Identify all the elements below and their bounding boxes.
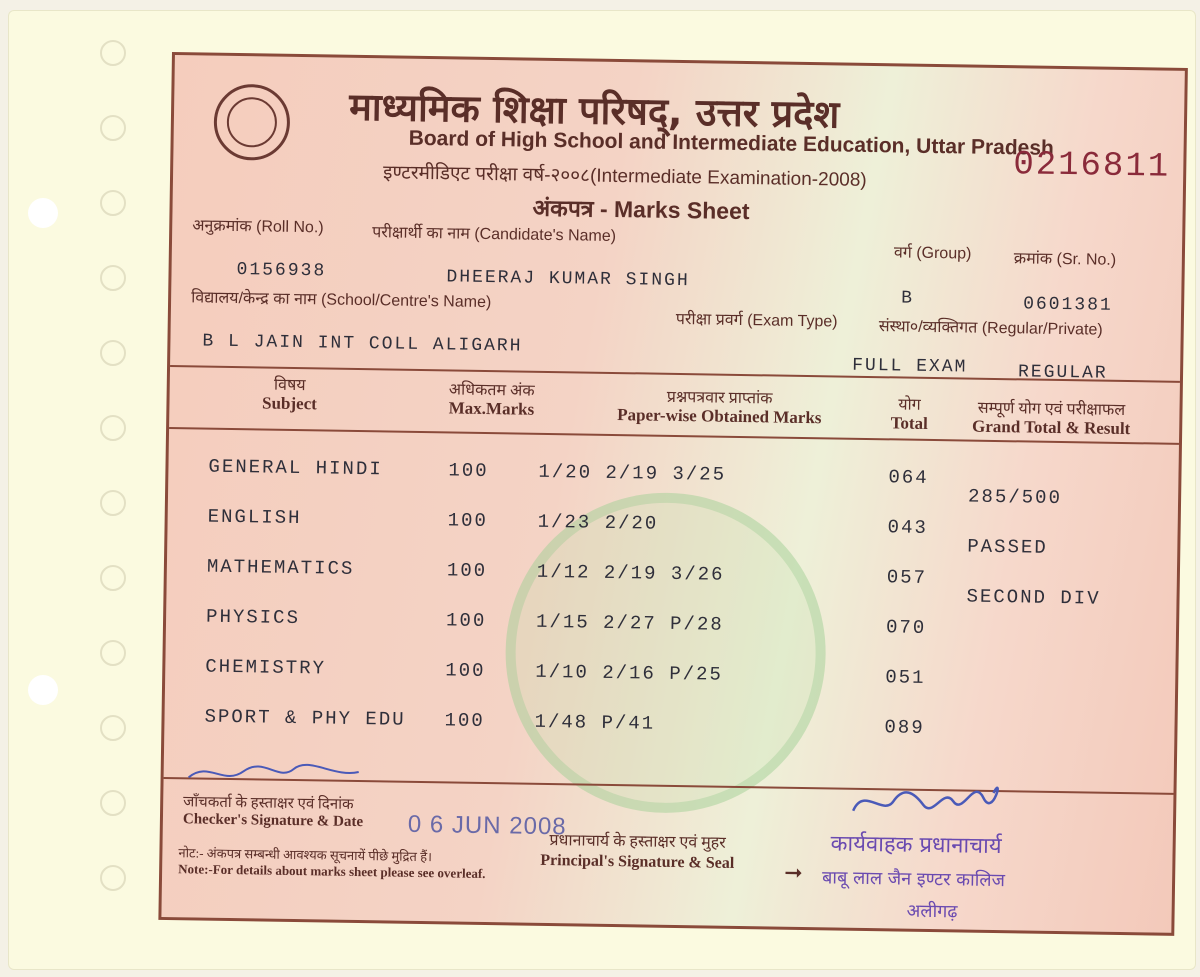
sleeve-hole [100, 790, 126, 816]
paper-marks: 1/15 2/27 P/28 [535, 610, 724, 636]
sleeve-hole [100, 865, 126, 891]
footer-note: नोट:- अंकपत्र सम्बन्धी आवश्यक सूचनायें पीछे मुद्रित हैं। Note:-For details about marks sheet please see overleaf. [178, 845, 486, 882]
watermark-seal [503, 490, 828, 815]
sleeve-hole [100, 265, 126, 291]
sheet-title: अंकपत्र - Marks Sheet [532, 194, 750, 225]
subject-name: CHEMISTRY [205, 655, 327, 680]
group-label: वर्ग (Group) [893, 244, 972, 263]
result-status: PASSED [967, 535, 1048, 559]
exam-type-value: FULL EXAM [851, 355, 968, 378]
punch-hole [28, 198, 58, 228]
punch-hole [28, 675, 58, 705]
grand-total-value: 285/500 [967, 485, 1063, 510]
marks-sheet [158, 52, 1188, 936]
max-marks: 100 [445, 609, 487, 633]
serial-number: 0216811 [1013, 146, 1171, 187]
total-header: योग Total [890, 396, 928, 433]
subject-total: 051 [885, 666, 926, 689]
arrow-icon: ➞ [783, 859, 803, 886]
subject-name: SPORT & PHY EDU [204, 705, 406, 731]
principal-signature [843, 766, 1044, 829]
subject-name: MATHEMATICS [206, 555, 355, 580]
max-marks: 100 [445, 659, 486, 682]
board-logo-icon [213, 84, 290, 161]
subject-name: PHYSICS [205, 605, 301, 630]
sleeve-hole [100, 340, 126, 366]
paper-marks: 1/48 P/41 [534, 710, 656, 735]
sleeve-hole [100, 415, 126, 441]
board-title-hindi: माध्यमिक शिक्षा परिषद्, उत्तर प्रदेश [348, 84, 840, 137]
paper-marks-header: प्रश्नपत्रवार प्राप्तांक Paper-wise Obtained Marks [617, 388, 822, 428]
roll-no-value: 0156938 [236, 260, 327, 282]
date-stamp: 0 6 JUN 2008 [407, 810, 567, 841]
board-title-english: Board of High School and Intermediate Education, Uttar Pradesh [408, 126, 1055, 160]
result-division: SECOND DIV [966, 585, 1101, 610]
max-marks: 100 [444, 709, 485, 732]
sr-no-value: 0601381 [1022, 294, 1113, 316]
sleeve-hole [100, 115, 126, 141]
subject-name: GENERAL HINDI [208, 455, 383, 481]
principal-signature-label: प्रधानाचार्य के हस्ताक्षर एवं मुहर Principal's Signature & Seal [540, 832, 735, 872]
sleeve-hole [100, 715, 126, 741]
sleeve-hole [100, 490, 126, 516]
sr-no-label: क्रमांक (Sr. No.) [1013, 250, 1117, 269]
regular-private-label: संस्था०/व्यक्तिगत (Regular/Private) [878, 318, 1103, 339]
subject-total: 057 [886, 566, 928, 589]
subject-name: ENGLISH [207, 505, 302, 530]
paper-marks: 1/10 2/16 P/25 [535, 660, 724, 686]
paper-marks: 1/12 2/19 3/26 [536, 560, 725, 586]
subject-total: 089 [884, 716, 925, 739]
regular-private-value: REGULAR [1017, 362, 1108, 384]
exam-type-label: परीक्षा प्रवर्ग (Exam Type) [675, 310, 838, 331]
subject-total: 064 [888, 466, 929, 489]
max-marks: 100 [446, 559, 488, 583]
candidate-name-label: परीक्षार्थी का नाम (Candidate's Name) [372, 224, 617, 245]
subject-total: 043 [887, 516, 929, 539]
candidate-name-value: DHEERAJ KUMAR SINGH [446, 267, 690, 292]
subject-total: 070 [885, 616, 927, 639]
school-value: B L JAIN INT COLL ALIGARH [202, 331, 523, 357]
max-marks-header: अधिकतम अंक Max.Marks [448, 381, 535, 419]
paper-marks: 1/23 2/20 [537, 510, 659, 535]
sleeve-hole [100, 40, 126, 66]
school-label: विद्यालय/केन्द्र का नाम (School/Centre's Name) [191, 289, 492, 312]
roll-no-label: अनुक्रमांक (Roll No.) [192, 217, 324, 237]
principal-stamp-school: बाबू लाल जैन इण्टर कालिज [821, 867, 1006, 892]
principal-stamp-city: अलीगढ़ [906, 900, 958, 923]
checker-signature-label: जाँचकर्ता के हस्ताक्षर एवं दिनांक Checker's Signature & Date [182, 794, 364, 831]
subject-header: विषय Subject [261, 376, 318, 414]
max-marks: 100 [447, 509, 489, 533]
paper-marks: 1/20 2/19 3/25 [538, 460, 727, 486]
grand-total-header: सम्पूर्ण योग एवं परीक्षाफल Grand Total & Result [971, 399, 1131, 439]
sleeve-hole [100, 640, 126, 666]
exam-line: इण्टरमीडिएट परीक्षा वर्ष-२००८(Intermediate Examination-2008) [382, 162, 867, 191]
max-marks: 100 [448, 459, 489, 483]
principal-stamp-title: कार्यवाहक प्रधानाचार्य [830, 831, 1002, 860]
group-value: B [901, 288, 915, 309]
sleeve-hole [100, 190, 126, 216]
sleeve-hole [100, 565, 126, 591]
